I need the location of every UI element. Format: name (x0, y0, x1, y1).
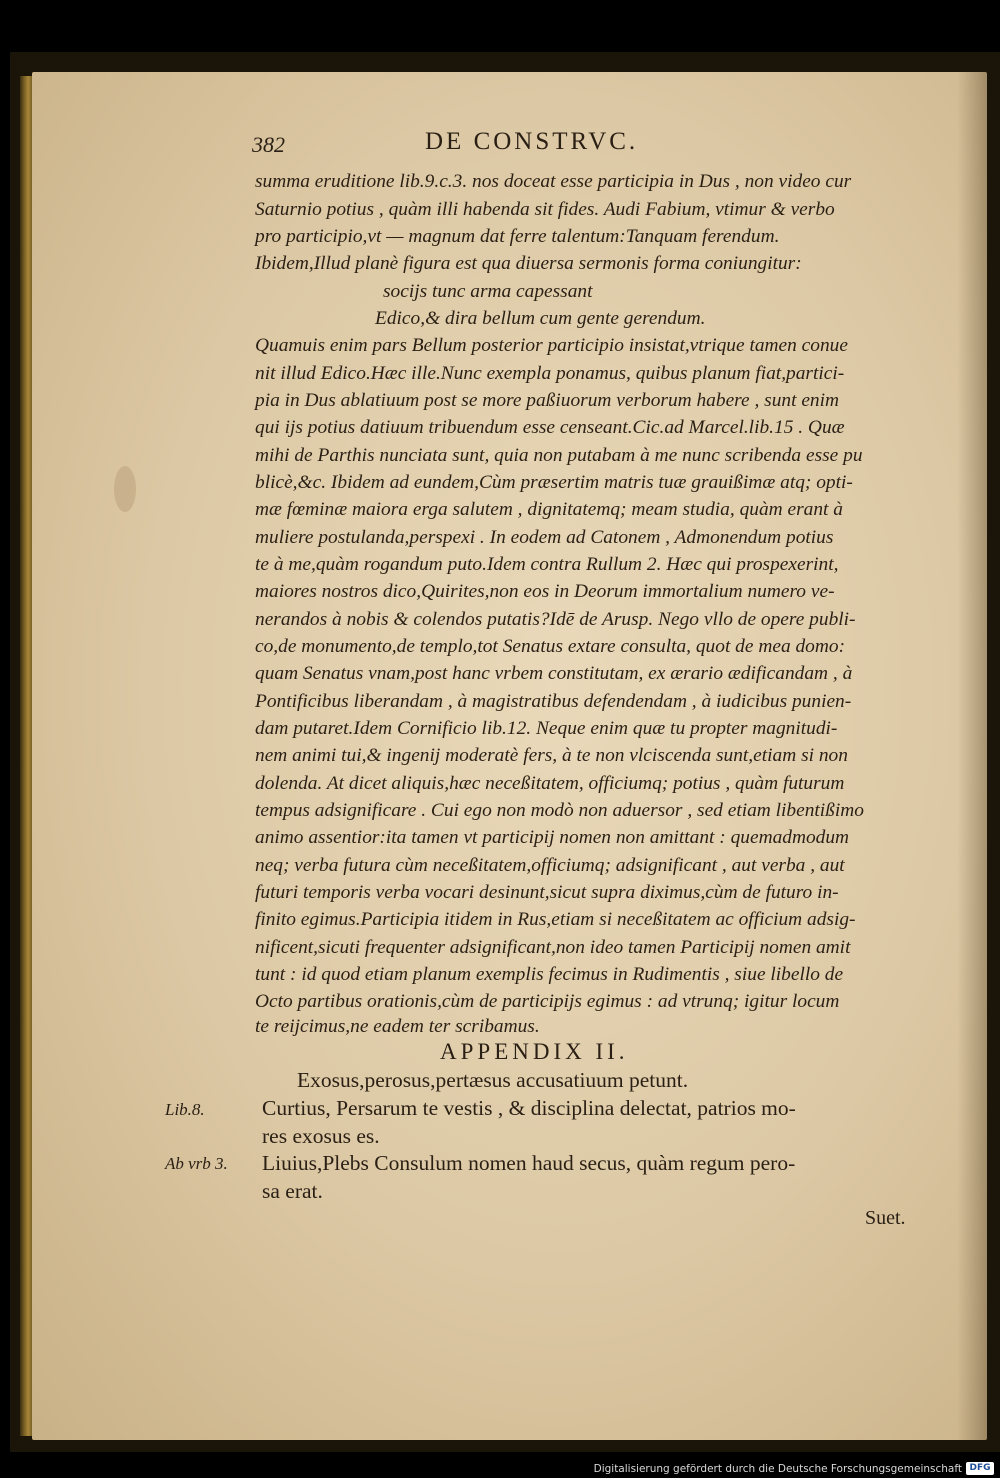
text-line: mæ fœminæ maiora erga salutem , dignitatemq; meam studia, quàm erant à (255, 499, 843, 520)
appendix-line: Curtius, Persarum te vestis , & disciplina delectat, patrios mo- (262, 1096, 796, 1120)
appendix-line: res exosus es. (262, 1124, 380, 1148)
text-line: te reijcimus,ne eadem ter scribamus. (255, 1016, 540, 1037)
margin-note: Lib.8. (165, 1100, 205, 1119)
text-line: te à me,quàm rogandum puto.Idem contra Rullum 2. Hæc qui prospexerint, (255, 554, 839, 575)
text-line: qui ijs potius datiuum tribuendum esse censeant.Cic.ad Marcel.lib.15 . Quæ (255, 417, 845, 438)
text-line: tunt : id quod etiam planum exemplis fecimus in Rudimentis , siue libello de (255, 964, 844, 985)
verse-line: socijs tunc arma capessant (383, 281, 593, 302)
text-line: summa eruditione lib.9.c.3. nos doceat esse participia in Dus , non video cur (255, 171, 852, 192)
text-line: dam putaret.Idem Cornificio lib.12. Neque enim quæ tu propter magnitudi- (255, 718, 838, 739)
appendix-line: Exosus,perosus,pertæsus accusatiuum petunt. (297, 1068, 689, 1092)
text-line: futuri temporis verba vocari desinunt,sicut supra diximus,cùm de futuro in- (255, 882, 839, 903)
text-line: neq; verba futura cùm neceßitatem,officiumq; adsignificant , aut verba , aut (255, 855, 845, 876)
verse-line: Edico,& dira bellum cum gente gerendum. (375, 308, 706, 329)
appendix-line: sa erat. (262, 1179, 323, 1203)
text-line: finito egimus.Participia itidem in Rus,etiam si neceßitatem ac officium adsig- (255, 909, 856, 930)
page-number: 382 (252, 132, 285, 157)
text-line: pia in Dus ablatiuum post se more paßiuorum verborum habere , sunt enim (255, 390, 840, 411)
text-line: muliere postulanda,perspexi . In eodem ad Catonem , Admonendum potius (255, 527, 834, 548)
text-line: mihi de Parthis nunciata sunt, quia non putabam à me nunc scribenda esse pu (255, 445, 863, 466)
text-line: animo assentior:ita tamen vt participij nomen non amittant : quemadmodum (255, 827, 850, 848)
catchword: Suet. (865, 1207, 906, 1229)
running-head: DE CONSTRVC. (425, 128, 639, 155)
text-line: nem animi tui,& ingenij moderatè fers, à te non vlciscenda sunt,etiam si non (255, 745, 848, 766)
text-line: Pontificibus liberandam , à magistratibus defendendam , à iudicibus punien- (255, 691, 852, 712)
text-line: Saturnio potius , quàm illi habenda sit fides. Audi Fabium, vtimur & verbo (255, 199, 835, 220)
text-line: nificent,sicuti frequenter adsignificant,non ideo tamen Participij nomen amit (255, 937, 851, 958)
text-line: dolenda. At dicet aliquis,hæc neceßitatem, officiumq; potius , quàm futurum (255, 773, 845, 794)
text-line: Ibidem,Illud planè figura est qua diuersa sermonis forma coniungitur: (255, 253, 802, 274)
text-line: co,de monumento,de templo,tot Senatus extare consulta, quot de mea domo: (255, 636, 846, 657)
text-line: tempus adsignificare . Cui ego non modò non aduersor , sed etiam libentißimo (255, 800, 864, 821)
digitization-credit: Digitalisierung gefördert durch die Deutsche Forschungsgemeinschaft (593, 1463, 962, 1475)
paper-stain (114, 466, 136, 512)
text-line: pro participio,vt — magnum dat ferre talentum:Tanquam ferendum. (255, 226, 780, 247)
text-line: nit illud Edico.Hæc ille.Nunc exempla ponamus, quibus planum fiat,partici- (255, 363, 845, 384)
text-line: quam Senatus vnam,post hanc vrbem constitutam, ex ærario ædificandam , à (255, 663, 853, 684)
text-line: Octo partibus orationis,cùm de participijs egimus : ad vtrunq; igitur locum (255, 991, 840, 1012)
text-line: Quamuis enim pars Bellum posterior participio insistat,vtrique tamen conue (255, 335, 848, 356)
margin-note: Ab vrb 3. (165, 1154, 228, 1173)
text-line: maiores nostros dico,Quirites,non eos in Deorum immortalium numero ve- (255, 581, 835, 602)
appendix-line: Liuius,Plebs Consulum nomen haud secus, quàm regum pero- (262, 1151, 796, 1175)
dfg-logo: DFG (966, 1462, 994, 1475)
text-line: nerandos à nobis & colendos putatis?Idē de Arusp. Nego vllo de opere publi- (255, 609, 856, 630)
appendix-heading: APPENDIX II. (440, 1039, 629, 1064)
spine-shadow (957, 72, 987, 1440)
text-line: blicè,&c. Ibidem ad eundem,Cùm præsertim matris tuæ grauißimæ atq; opti- (255, 472, 853, 493)
